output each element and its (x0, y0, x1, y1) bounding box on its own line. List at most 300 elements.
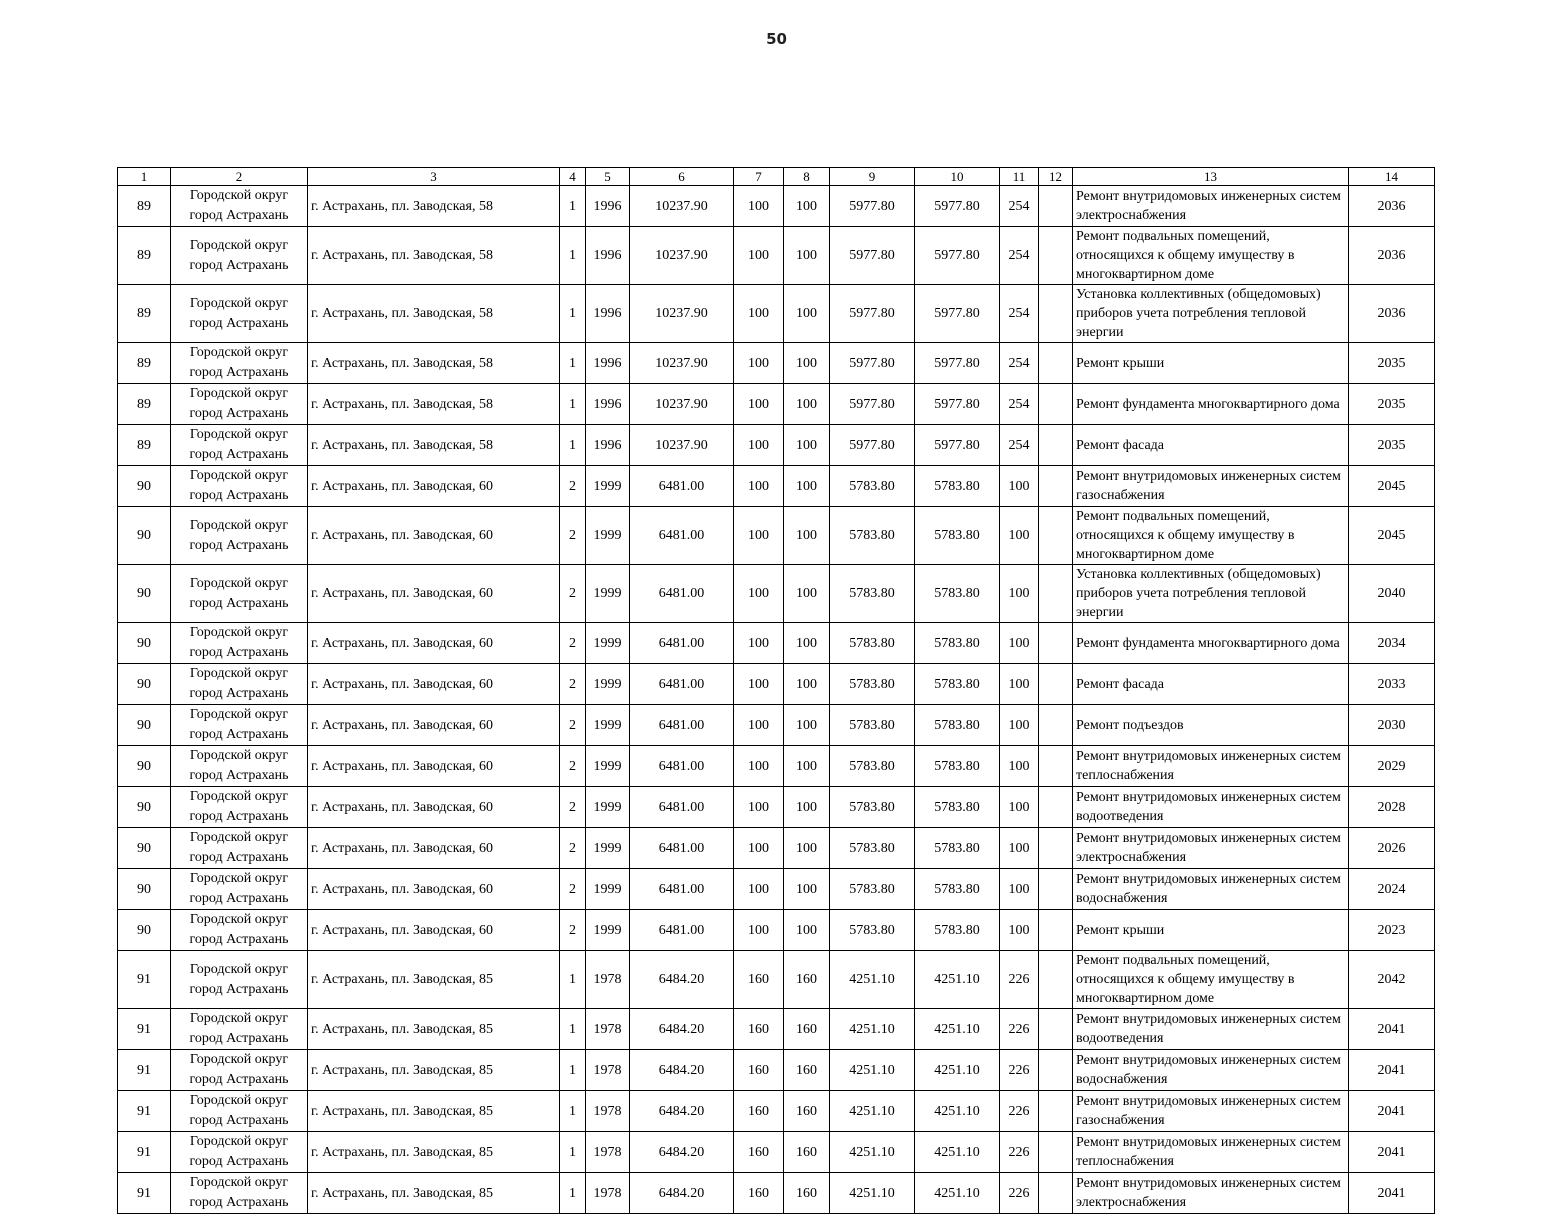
cell-col11-cell: 226 (1000, 1009, 1039, 1050)
cell-col9-cell: 4251.10 (830, 1173, 915, 1214)
year-cell: 1996 (586, 186, 630, 227)
year-cell: 1999 (586, 787, 630, 828)
municipality-cell: Городской округ город Астрахань (171, 828, 308, 869)
cell-col12-cell (1039, 343, 1073, 384)
cell-col4-cell: 1 (560, 1009, 586, 1050)
address-cell: г. Астрахань, пл. Заводская, 60 (308, 466, 560, 507)
cell-col7-cell: 100 (734, 869, 784, 910)
cell-col11-cell: 254 (1000, 186, 1039, 227)
address-cell: г. Астрахань, пл. Заводская, 60 (308, 787, 560, 828)
cell-col11-cell: 226 (1000, 951, 1039, 1009)
year-cell: 1999 (586, 507, 630, 565)
column-header-4: 4 (560, 168, 586, 186)
cell-col9-cell: 4251.10 (830, 951, 915, 1009)
row-number-cell: 90 (118, 466, 171, 507)
cell-col10-cell: 4251.10 (915, 1173, 1000, 1214)
cell-col7-cell: 160 (734, 1091, 784, 1132)
cell-col8-cell: 100 (784, 623, 830, 664)
cell-col7-cell: 100 (734, 507, 784, 565)
column-header-8: 8 (784, 168, 830, 186)
column-header-9: 9 (830, 168, 915, 186)
cell-col12-cell (1039, 1173, 1073, 1214)
cell-col10-cell: 5783.80 (915, 746, 1000, 787)
municipality-cell: Городской округ город Астрахань (171, 343, 308, 384)
year-cell: 1999 (586, 869, 630, 910)
cell-col10-cell: 5783.80 (915, 910, 1000, 951)
table-row (118, 869, 1435, 910)
cell-col12-cell (1039, 787, 1073, 828)
cell-col7-cell: 100 (734, 828, 784, 869)
cell-col4-cell: 2 (560, 466, 586, 507)
column-header-5: 5 (586, 168, 630, 186)
cell-col12-cell (1039, 1009, 1073, 1050)
municipality-cell: Городской округ город Астрахань (171, 664, 308, 705)
cell-col8-cell: 160 (784, 1173, 830, 1214)
year-cell: 1996 (586, 285, 630, 343)
cell-col4-cell: 1 (560, 285, 586, 343)
cell-col12-cell (1039, 1050, 1073, 1091)
address-cell: г. Астрахань, пл. Заводская, 85 (308, 951, 560, 1009)
area-cell: 10237.90 (630, 227, 734, 285)
year-cell: 1996 (586, 227, 630, 285)
work-type-cell: Установка коллективных (общедомовых) приборов учета потребления тепловой энергии (1073, 565, 1349, 623)
cell-col11-cell: 100 (1000, 507, 1039, 565)
table-row (118, 384, 1435, 425)
row-number-cell: 91 (118, 1050, 171, 1091)
municipality-cell: Городской округ город Астрахань (171, 623, 308, 664)
cell-col10-cell: 5783.80 (915, 565, 1000, 623)
row-number-cell: 89 (118, 425, 171, 466)
work-type-cell: Ремонт фундамента многоквартирного дома (1073, 623, 1349, 664)
planned-year-cell: 2042 (1349, 951, 1435, 1009)
cell-col12-cell (1039, 285, 1073, 343)
header-row (118, 168, 1435, 186)
planned-year-cell: 2041 (1349, 1173, 1435, 1214)
planned-year-cell: 2024 (1349, 869, 1435, 910)
cell-col9-cell: 4251.10 (830, 1132, 915, 1173)
column-header-3: 3 (308, 168, 560, 186)
cell-col9-cell: 5783.80 (830, 705, 915, 746)
cell-col4-cell: 2 (560, 565, 586, 623)
address-cell: г. Астрахань, пл. Заводская, 60 (308, 869, 560, 910)
cell-col4-cell: 1 (560, 1132, 586, 1173)
cell-col8-cell: 100 (784, 384, 830, 425)
municipality-cell: Городской округ город Астрахань (171, 186, 308, 227)
year-cell: 1978 (586, 1132, 630, 1173)
column-header-13: 13 (1073, 168, 1349, 186)
row-number-cell: 91 (118, 1132, 171, 1173)
column-header-6: 6 (630, 168, 734, 186)
row-number-cell: 89 (118, 186, 171, 227)
cell-col12-cell (1039, 186, 1073, 227)
address-cell: г. Астрахань, пл. Заводская, 58 (308, 285, 560, 343)
year-cell: 1996 (586, 343, 630, 384)
work-type-cell: Ремонт внутридомовых инженерных систем электроснабжения (1073, 828, 1349, 869)
area-cell: 6481.00 (630, 705, 734, 746)
cell-col4-cell: 2 (560, 828, 586, 869)
page-number: 50 (766, 30, 787, 48)
row-number-cell: 90 (118, 565, 171, 623)
table-row (118, 623, 1435, 664)
planned-year-cell: 2035 (1349, 425, 1435, 466)
year-cell: 1978 (586, 1091, 630, 1132)
table-row (118, 1091, 1435, 1132)
municipality-cell: Городской округ город Астрахань (171, 227, 308, 285)
area-cell: 6481.00 (630, 466, 734, 507)
year-cell: 1978 (586, 951, 630, 1009)
cell-col12-cell (1039, 705, 1073, 746)
cell-col10-cell: 4251.10 (915, 1091, 1000, 1132)
year-cell: 1996 (586, 425, 630, 466)
work-type-cell: Ремонт внутридомовых инженерных систем газоснабжения (1073, 1091, 1349, 1132)
table-row (118, 910, 1435, 951)
cell-col8-cell: 100 (784, 746, 830, 787)
work-type-cell: Ремонт внутридомовых инженерных систем электроснабжения (1073, 186, 1349, 227)
cell-col9-cell: 5783.80 (830, 787, 915, 828)
cell-col8-cell: 100 (784, 285, 830, 343)
column-header-11: 11 (1000, 168, 1039, 186)
municipality-cell: Городской округ город Астрахань (171, 910, 308, 951)
cell-col4-cell: 2 (560, 705, 586, 746)
table-row (118, 664, 1435, 705)
address-cell: г. Астрахань, пл. Заводская, 85 (308, 1009, 560, 1050)
address-cell: г. Астрахань, пл. Заводская, 60 (308, 507, 560, 565)
cell-col8-cell: 100 (784, 869, 830, 910)
table-row (118, 746, 1435, 787)
area-cell: 10237.90 (630, 186, 734, 227)
work-type-cell: Ремонт подвальных помещений, относящихся к общему имуществу в многоквартирном доме (1073, 507, 1349, 565)
row-number-cell: 90 (118, 828, 171, 869)
planned-year-cell: 2041 (1349, 1132, 1435, 1173)
cell-col11-cell: 100 (1000, 664, 1039, 705)
planned-year-cell: 2030 (1349, 705, 1435, 746)
municipality-cell: Городской округ город Астрахань (171, 565, 308, 623)
cell-col11-cell: 226 (1000, 1091, 1039, 1132)
column-header-1: 1 (118, 168, 171, 186)
municipality-cell: Городской округ город Астрахань (171, 507, 308, 565)
cell-col4-cell: 1 (560, 1091, 586, 1132)
address-cell: г. Астрахань, пл. Заводская, 85 (308, 1091, 560, 1132)
cell-col4-cell: 2 (560, 869, 586, 910)
cell-col4-cell: 1 (560, 425, 586, 466)
work-type-cell: Ремонт внутридомовых инженерных систем водоснабжения (1073, 1050, 1349, 1091)
works-table (117, 167, 1435, 1214)
cell-col9-cell: 5977.80 (830, 384, 915, 425)
year-cell: 1999 (586, 705, 630, 746)
table-row (118, 951, 1435, 1009)
cell-col4-cell: 2 (560, 787, 586, 828)
cell-col10-cell: 5783.80 (915, 869, 1000, 910)
cell-col9-cell: 4251.10 (830, 1050, 915, 1091)
address-cell: г. Астрахань, пл. Заводская, 85 (308, 1173, 560, 1214)
area-cell: 6481.00 (630, 664, 734, 705)
cell-col12-cell (1039, 507, 1073, 565)
cell-col9-cell: 5783.80 (830, 869, 915, 910)
address-cell: г. Астрахань, пл. Заводская, 60 (308, 828, 560, 869)
year-cell: 1978 (586, 1050, 630, 1091)
cell-col11-cell: 254 (1000, 384, 1039, 425)
cell-col10-cell: 5783.80 (915, 664, 1000, 705)
municipality-cell: Городской округ город Астрахань (171, 466, 308, 507)
cell-col12-cell (1039, 623, 1073, 664)
row-number-cell: 90 (118, 623, 171, 664)
cell-col9-cell: 5783.80 (830, 664, 915, 705)
cell-col7-cell: 160 (734, 1132, 784, 1173)
address-cell: г. Астрахань, пл. Заводская, 58 (308, 343, 560, 384)
cell-col8-cell: 100 (784, 565, 830, 623)
work-type-cell: Ремонт фундамента многоквартирного дома (1073, 384, 1349, 425)
cell-col7-cell: 160 (734, 1009, 784, 1050)
cell-col11-cell: 100 (1000, 623, 1039, 664)
planned-year-cell: 2036 (1349, 285, 1435, 343)
year-cell: 1999 (586, 664, 630, 705)
work-type-cell: Ремонт фасада (1073, 425, 1349, 466)
municipality-cell: Городской округ город Астрахань (171, 425, 308, 466)
area-cell: 6481.00 (630, 910, 734, 951)
cell-col9-cell: 5977.80 (830, 425, 915, 466)
cell-col12-cell (1039, 664, 1073, 705)
area-cell: 6481.00 (630, 828, 734, 869)
cell-col4-cell: 2 (560, 664, 586, 705)
cell-col9-cell: 5977.80 (830, 285, 915, 343)
planned-year-cell: 2045 (1349, 507, 1435, 565)
year-cell: 1978 (586, 1173, 630, 1214)
cell-col8-cell: 160 (784, 1050, 830, 1091)
table-row (118, 1132, 1435, 1173)
area-cell: 6481.00 (630, 507, 734, 565)
area-cell: 6481.00 (630, 565, 734, 623)
cell-col11-cell: 254 (1000, 285, 1039, 343)
municipality-cell: Городской округ город Астрахань (171, 285, 308, 343)
row-number-cell: 91 (118, 1091, 171, 1132)
municipality-cell: Городской округ город Астрахань (171, 1050, 308, 1091)
planned-year-cell: 2029 (1349, 746, 1435, 787)
work-type-cell: Установка коллективных (общедомовых) приборов учета потребления тепловой энергии (1073, 285, 1349, 343)
area-cell: 10237.90 (630, 425, 734, 466)
area-cell: 6481.00 (630, 746, 734, 787)
planned-year-cell: 2045 (1349, 466, 1435, 507)
cell-col10-cell: 5977.80 (915, 227, 1000, 285)
cell-col8-cell: 100 (784, 787, 830, 828)
year-cell: 1996 (586, 384, 630, 425)
table-row (118, 507, 1435, 565)
row-number-cell: 89 (118, 343, 171, 384)
cell-col7-cell: 100 (734, 623, 784, 664)
table-row (118, 186, 1435, 227)
cell-col8-cell: 100 (784, 705, 830, 746)
planned-year-cell: 2033 (1349, 664, 1435, 705)
row-number-cell: 90 (118, 787, 171, 828)
municipality-cell: Городской округ город Астрахань (171, 705, 308, 746)
table-row (118, 828, 1435, 869)
planned-year-cell: 2036 (1349, 186, 1435, 227)
cell-col4-cell: 1 (560, 1050, 586, 1091)
planned-year-cell: 2034 (1349, 623, 1435, 664)
table-row (118, 343, 1435, 384)
cell-col8-cell: 100 (784, 507, 830, 565)
cell-col12-cell (1039, 746, 1073, 787)
year-cell: 1999 (586, 910, 630, 951)
cell-col12-cell (1039, 951, 1073, 1009)
cell-col8-cell: 160 (784, 1091, 830, 1132)
row-number-cell: 90 (118, 705, 171, 746)
area-cell: 6484.20 (630, 1091, 734, 1132)
work-type-cell: Ремонт крыши (1073, 910, 1349, 951)
cell-col9-cell: 5977.80 (830, 343, 915, 384)
cell-col7-cell: 100 (734, 664, 784, 705)
municipality-cell: Городской округ город Астрахань (171, 1091, 308, 1132)
table-row (118, 227, 1435, 285)
planned-year-cell: 2035 (1349, 343, 1435, 384)
area-cell: 10237.90 (630, 285, 734, 343)
cell-col11-cell: 254 (1000, 425, 1039, 466)
cell-col7-cell: 100 (734, 565, 784, 623)
municipality-cell: Городской округ город Астрахань (171, 1009, 308, 1050)
planned-year-cell: 2035 (1349, 384, 1435, 425)
cell-col11-cell: 100 (1000, 869, 1039, 910)
row-number-cell: 91 (118, 1009, 171, 1050)
cell-col8-cell: 100 (784, 828, 830, 869)
area-cell: 6484.20 (630, 1173, 734, 1214)
row-number-cell: 89 (118, 384, 171, 425)
cell-col10-cell: 4251.10 (915, 1009, 1000, 1050)
cell-col8-cell: 160 (784, 951, 830, 1009)
cell-col9-cell: 5977.80 (830, 227, 915, 285)
cell-col4-cell: 1 (560, 951, 586, 1009)
table-row (118, 285, 1435, 343)
cell-col11-cell: 254 (1000, 343, 1039, 384)
municipality-cell: Городской округ город Астрахань (171, 746, 308, 787)
cell-col9-cell: 5783.80 (830, 623, 915, 664)
cell-col10-cell: 4251.10 (915, 951, 1000, 1009)
work-type-cell: Ремонт внутридомовых инженерных систем водоотведения (1073, 787, 1349, 828)
cell-col11-cell: 254 (1000, 227, 1039, 285)
area-cell: 6484.20 (630, 1050, 734, 1091)
cell-col7-cell: 100 (734, 343, 784, 384)
cell-col9-cell: 5783.80 (830, 507, 915, 565)
cell-col12-cell (1039, 227, 1073, 285)
cell-col11-cell: 100 (1000, 466, 1039, 507)
municipality-cell: Городской округ город Астрахань (171, 951, 308, 1009)
cell-col7-cell: 100 (734, 787, 784, 828)
cell-col8-cell: 100 (784, 186, 830, 227)
row-number-cell: 91 (118, 951, 171, 1009)
cell-col4-cell: 1 (560, 227, 586, 285)
cell-col12-cell (1039, 869, 1073, 910)
year-cell: 1978 (586, 1009, 630, 1050)
address-cell: г. Астрахань, пл. Заводская, 60 (308, 746, 560, 787)
cell-col10-cell: 5977.80 (915, 343, 1000, 384)
cell-col12-cell (1039, 384, 1073, 425)
cell-col4-cell: 2 (560, 910, 586, 951)
cell-col10-cell: 5977.80 (915, 285, 1000, 343)
row-number-cell: 89 (118, 285, 171, 343)
row-number-cell: 90 (118, 507, 171, 565)
cell-col10-cell: 5783.80 (915, 466, 1000, 507)
cell-col11-cell: 100 (1000, 828, 1039, 869)
cell-col12-cell (1039, 1132, 1073, 1173)
address-cell: г. Астрахань, пл. Заводская, 60 (308, 623, 560, 664)
cell-col9-cell: 5783.80 (830, 466, 915, 507)
cell-col11-cell: 100 (1000, 705, 1039, 746)
cell-col7-cell: 100 (734, 746, 784, 787)
column-header-14: 14 (1349, 168, 1435, 186)
cell-col10-cell: 4251.10 (915, 1132, 1000, 1173)
cell-col7-cell: 160 (734, 1050, 784, 1091)
municipality-cell: Городской округ город Астрахань (171, 869, 308, 910)
area-cell: 10237.90 (630, 343, 734, 384)
cell-col4-cell: 2 (560, 746, 586, 787)
row-number-cell: 90 (118, 664, 171, 705)
cell-col9-cell: 5783.80 (830, 746, 915, 787)
work-type-cell: Ремонт внутридомовых инженерных систем теплоснабжения (1073, 746, 1349, 787)
cell-col7-cell: 160 (734, 951, 784, 1009)
cell-col7-cell: 100 (734, 384, 784, 425)
cell-col12-cell (1039, 828, 1073, 869)
cell-col8-cell: 100 (784, 343, 830, 384)
column-header-10: 10 (915, 168, 1000, 186)
address-cell: г. Астрахань, пл. Заводская, 58 (308, 384, 560, 425)
cell-col10-cell: 5977.80 (915, 425, 1000, 466)
area-cell: 6481.00 (630, 623, 734, 664)
work-type-cell: Ремонт подвальных помещений, относящихся к общему имуществу в многоквартирном доме (1073, 951, 1349, 1009)
work-type-cell: Ремонт фасада (1073, 664, 1349, 705)
work-type-cell: Ремонт внутридомовых инженерных систем водоотведения (1073, 1009, 1349, 1050)
year-cell: 1999 (586, 623, 630, 664)
cell-col4-cell: 2 (560, 623, 586, 664)
cell-col9-cell: 4251.10 (830, 1009, 915, 1050)
address-cell: г. Астрахань, пл. Заводская, 60 (308, 565, 560, 623)
table-row (118, 425, 1435, 466)
table-row (118, 466, 1435, 507)
year-cell: 1999 (586, 565, 630, 623)
year-cell: 1999 (586, 828, 630, 869)
area-cell: 6481.00 (630, 787, 734, 828)
row-number-cell: 90 (118, 910, 171, 951)
cell-col8-cell: 100 (784, 910, 830, 951)
municipality-cell: Городской округ город Астрахань (171, 787, 308, 828)
row-number-cell: 90 (118, 746, 171, 787)
planned-year-cell: 2026 (1349, 828, 1435, 869)
cell-col11-cell: 226 (1000, 1173, 1039, 1214)
cell-col12-cell (1039, 565, 1073, 623)
cell-col12-cell (1039, 1091, 1073, 1132)
cell-col11-cell: 100 (1000, 746, 1039, 787)
cell-col8-cell: 100 (784, 425, 830, 466)
table-row (118, 565, 1435, 623)
area-cell: 6484.20 (630, 1009, 734, 1050)
cell-col7-cell: 100 (734, 910, 784, 951)
table-row (118, 1009, 1435, 1050)
cell-col4-cell: 1 (560, 343, 586, 384)
area-cell: 10237.90 (630, 384, 734, 425)
cell-col11-cell: 226 (1000, 1050, 1039, 1091)
work-type-cell: Ремонт внутридомовых инженерных систем теплоснабжения (1073, 1132, 1349, 1173)
cell-col11-cell: 100 (1000, 565, 1039, 623)
column-header-12: 12 (1039, 168, 1073, 186)
cell-col8-cell: 160 (784, 1009, 830, 1050)
address-cell: г. Астрахань, пл. Заводская, 60 (308, 910, 560, 951)
cell-col12-cell (1039, 466, 1073, 507)
planned-year-cell: 2028 (1349, 787, 1435, 828)
cell-col11-cell: 226 (1000, 1132, 1039, 1173)
address-cell: г. Астрахань, пл. Заводская, 58 (308, 227, 560, 285)
cell-col4-cell: 2 (560, 507, 586, 565)
planned-year-cell: 2023 (1349, 910, 1435, 951)
area-cell: 6481.00 (630, 869, 734, 910)
municipality-cell: Городской округ город Астрахань (171, 1173, 308, 1214)
cell-col10-cell: 5783.80 (915, 705, 1000, 746)
